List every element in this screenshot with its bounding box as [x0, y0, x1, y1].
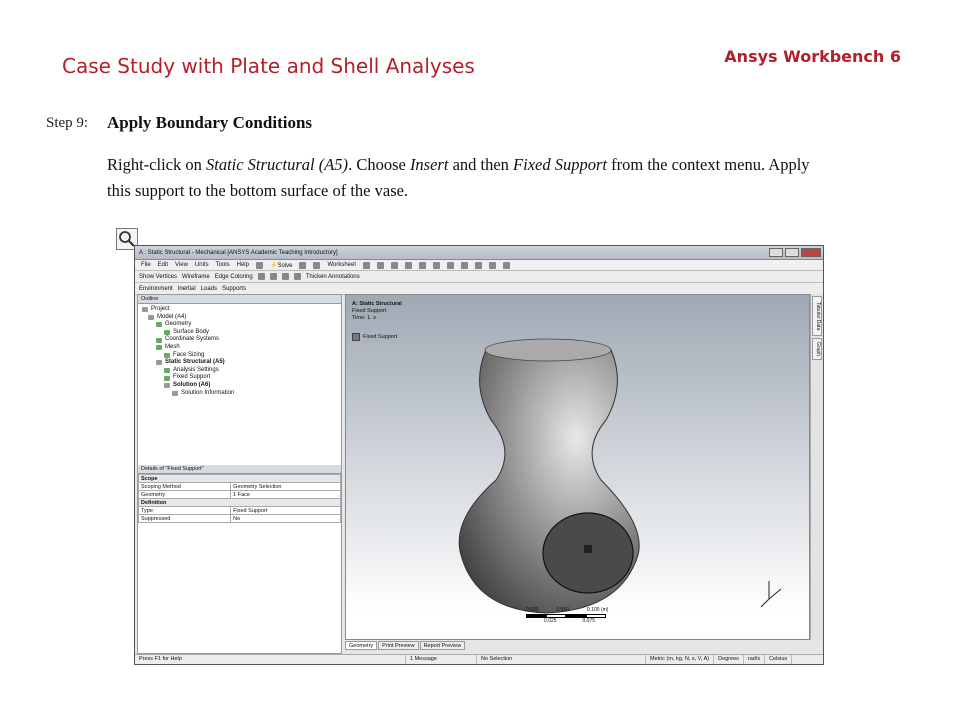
status-units[interactable]: Metric (m, kg, N, s, V, A) — [646, 655, 714, 664]
instruction-text: Right-click on — [107, 155, 206, 174]
details-group-scope[interactable]: Scope — [139, 475, 341, 483]
tree-item-model[interactable] — [142, 314, 341, 322]
instruction-text: from the context menu. Apply this support to the bottom surface of the vase. — [107, 155, 810, 200]
tree-item-mesh[interactable] — [142, 344, 341, 352]
menu-help[interactable]: Help — [236, 262, 249, 268]
instruction-static-structural: Static Structural (A5) — [205, 155, 349, 174]
tree-item-label: Coordinate Systems — [165, 336, 220, 343]
details-value[interactable]: 1 Face — [231, 491, 341, 499]
status-rad[interactable]: rad/s — [744, 655, 765, 664]
details-group-definition[interactable]: Definition — [139, 499, 341, 507]
tree-item-surface-body[interactable] — [142, 329, 341, 337]
thicken-annotations-button[interactable]: Thicken Annotations — [305, 273, 360, 280]
body-icon — [164, 330, 170, 335]
zoom-icon[interactable] — [475, 262, 482, 269]
support-icon — [164, 376, 170, 381]
slide-brand: Ansys Workbench 6 — [724, 47, 901, 66]
details-value[interactable]: No — [231, 515, 341, 523]
slide-title: Case Study with Plate and Shell Analyses — [62, 54, 475, 78]
zoom-icon[interactable] — [461, 262, 468, 269]
step-title: Apply Boundary Conditions — [107, 113, 313, 132]
status-help: Press F1 for Help — [135, 655, 406, 664]
graph-tab[interactable]: Graph — [812, 338, 822, 360]
tree-item-label: Analysis Settings — [173, 366, 219, 373]
tree-item-solution[interactable] — [142, 382, 341, 390]
maximize-button[interactable] — [785, 248, 799, 257]
legend-label: Fixed Support — [363, 334, 398, 340]
outline-tree — [138, 304, 341, 397]
outline-panel — [137, 294, 342, 654]
info-icon — [172, 391, 178, 396]
tree-item-solution-information[interactable] — [142, 390, 341, 398]
scale-segment — [526, 614, 546, 618]
loads-button[interactable]: Loads — [200, 285, 218, 292]
tree-item-face-sizing[interactable] — [142, 352, 341, 360]
edge-coloring-button[interactable]: Edge Coloring — [214, 273, 253, 280]
select-icon[interactable] — [419, 262, 426, 269]
scale-label: 0.100 (m) — [587, 607, 609, 613]
details-table — [138, 474, 341, 523]
edge-icon[interactable] — [294, 273, 301, 280]
tree-item-static-structural[interactable] — [142, 359, 341, 367]
menu-file[interactable]: File — [141, 262, 151, 268]
instruction-text: and then — [448, 155, 514, 174]
tree-item-label: Mesh — [165, 343, 180, 350]
minimize-button[interactable] — [769, 248, 783, 257]
analysis-icon — [156, 360, 162, 365]
viewport-time: Time: 1. s — [352, 315, 376, 321]
axis-triad-icon[interactable] — [751, 577, 791, 611]
tree-item-label: Project — [151, 306, 170, 312]
tree-item-label: Surface Body — [173, 328, 210, 335]
toolbar-icon[interactable] — [256, 262, 263, 269]
scale-bar — [526, 607, 608, 624]
tab-geometry[interactable]: Geometry — [345, 641, 377, 650]
supports-button[interactable]: Supports — [222, 285, 247, 292]
fit-icon[interactable] — [503, 262, 510, 269]
status-bar — [135, 654, 823, 664]
edge-icon[interactable] — [258, 273, 265, 280]
solution-icon — [164, 383, 170, 388]
solve-button[interactable]: ⚡Solve — [269, 262, 293, 269]
tree-item-project[interactable] — [142, 306, 341, 314]
select-icon[interactable] — [377, 262, 384, 269]
show-vertices-button[interactable]: Show Vertices — [139, 273, 178, 280]
details-panel — [138, 465, 341, 523]
select-icon[interactable] — [405, 262, 412, 269]
close-button[interactable] — [801, 248, 821, 257]
edge-icon[interactable] — [282, 273, 289, 280]
select-icon[interactable] — [363, 262, 370, 269]
tree-item-analysis-settings[interactable] — [142, 367, 341, 375]
details-value[interactable]: Geometry Selection — [231, 483, 341, 491]
status-messages[interactable]: 1 Message — [406, 655, 477, 664]
tree-item-label: Face Sizing — [173, 351, 205, 358]
menu-units[interactable]: Units — [194, 262, 209, 268]
tabular-data-tab[interactable]: Tabular Data — [812, 296, 822, 336]
edge-icon[interactable] — [270, 273, 277, 280]
instruction-insert: Insert — [409, 155, 449, 174]
status-selection: No Selection — [477, 655, 646, 664]
details-label: Suppressed — [139, 515, 231, 523]
details-label: Type — [139, 507, 231, 515]
menu-view[interactable]: View — [175, 262, 188, 268]
inertial-button[interactable]: Inertial — [177, 285, 196, 292]
view-tabs — [345, 641, 465, 650]
tree-item-geometry[interactable] — [142, 321, 341, 329]
sizing-icon — [164, 353, 170, 358]
outline-header: Outline — [138, 295, 341, 304]
instruction-fixed-support: Fixed Support — [513, 155, 607, 174]
menu-tools[interactable]: Tools — [215, 262, 230, 268]
rotate-icon[interactable] — [433, 262, 440, 269]
select-icon[interactable] — [391, 262, 398, 269]
step-number: Step 9: — [46, 115, 89, 131]
worksheet-button[interactable]: Worksheet — [327, 262, 357, 268]
geometry-icon — [156, 322, 162, 327]
tab-report-preview[interactable]: Report Preview — [420, 641, 466, 650]
status-temperature[interactable]: Celsius — [765, 655, 792, 664]
details-value[interactable]: Fixed Support — [231, 507, 341, 515]
environment-button[interactable]: Environment — [139, 285, 173, 292]
fit-icon[interactable] — [489, 262, 496, 269]
status-degrees[interactable]: Degrees — [714, 655, 744, 664]
tree-item-label: Solution (A6) — [173, 381, 211, 388]
tab-print-preview[interactable]: Print Preview — [378, 641, 418, 650]
scale-label: 0.050 — [556, 607, 570, 613]
vase-model[interactable] — [346, 295, 810, 640]
window-titlebar — [135, 246, 823, 260]
settings-icon — [164, 368, 170, 373]
mechanical-window — [134, 245, 824, 665]
zoom-icon[interactable] — [447, 262, 454, 269]
mesh-icon — [156, 345, 162, 350]
wireframe-button[interactable]: Wireframe — [182, 273, 210, 280]
toolbar-icon[interactable] — [313, 262, 320, 269]
tree-item-label: Static Structural (A5) — [165, 359, 225, 366]
viewport-analysis-name: A: Static Structural — [352, 301, 402, 307]
window-title: A : Static Structural - Mechanical [ANSYS Academic Teaching Introductory] — [139, 249, 338, 256]
scale-label: 0.075 — [582, 618, 596, 624]
model-icon — [148, 315, 154, 320]
scale-label: 0.000 — [526, 607, 539, 613]
menu-bar — [135, 260, 823, 271]
details-label: Geometry — [139, 491, 231, 499]
tree-item-fixed-support[interactable] — [142, 374, 341, 382]
axes-icon — [156, 338, 162, 343]
scale-label: 0.025 — [544, 618, 557, 624]
graphics-viewport[interactable] — [345, 294, 810, 640]
tree-item-label: Model (A4) — [157, 313, 187, 320]
tree-item-label: Solution Information — [181, 389, 235, 396]
project-icon — [142, 307, 148, 312]
viewport-subtitle: Fixed Support — [352, 308, 387, 314]
step-instructions — [107, 152, 827, 204]
tree-item-label: Fixed Support — [173, 374, 211, 381]
instruction-text: . Choose — [348, 155, 410, 174]
side-tab-strip — [810, 294, 823, 640]
toolbar-icon[interactable] — [299, 262, 306, 269]
graphics-toolbar — [135, 271, 823, 283]
solve-label: Solve — [277, 262, 293, 269]
menu-edit[interactable]: Edit — [157, 262, 169, 268]
details-label: Scoping Method — [139, 483, 231, 491]
tree-item-label: Geometry — [165, 321, 192, 328]
details-header: Details of "Fixed Support" — [138, 465, 341, 474]
tree-item-coordinate-systems[interactable] — [142, 336, 341, 344]
